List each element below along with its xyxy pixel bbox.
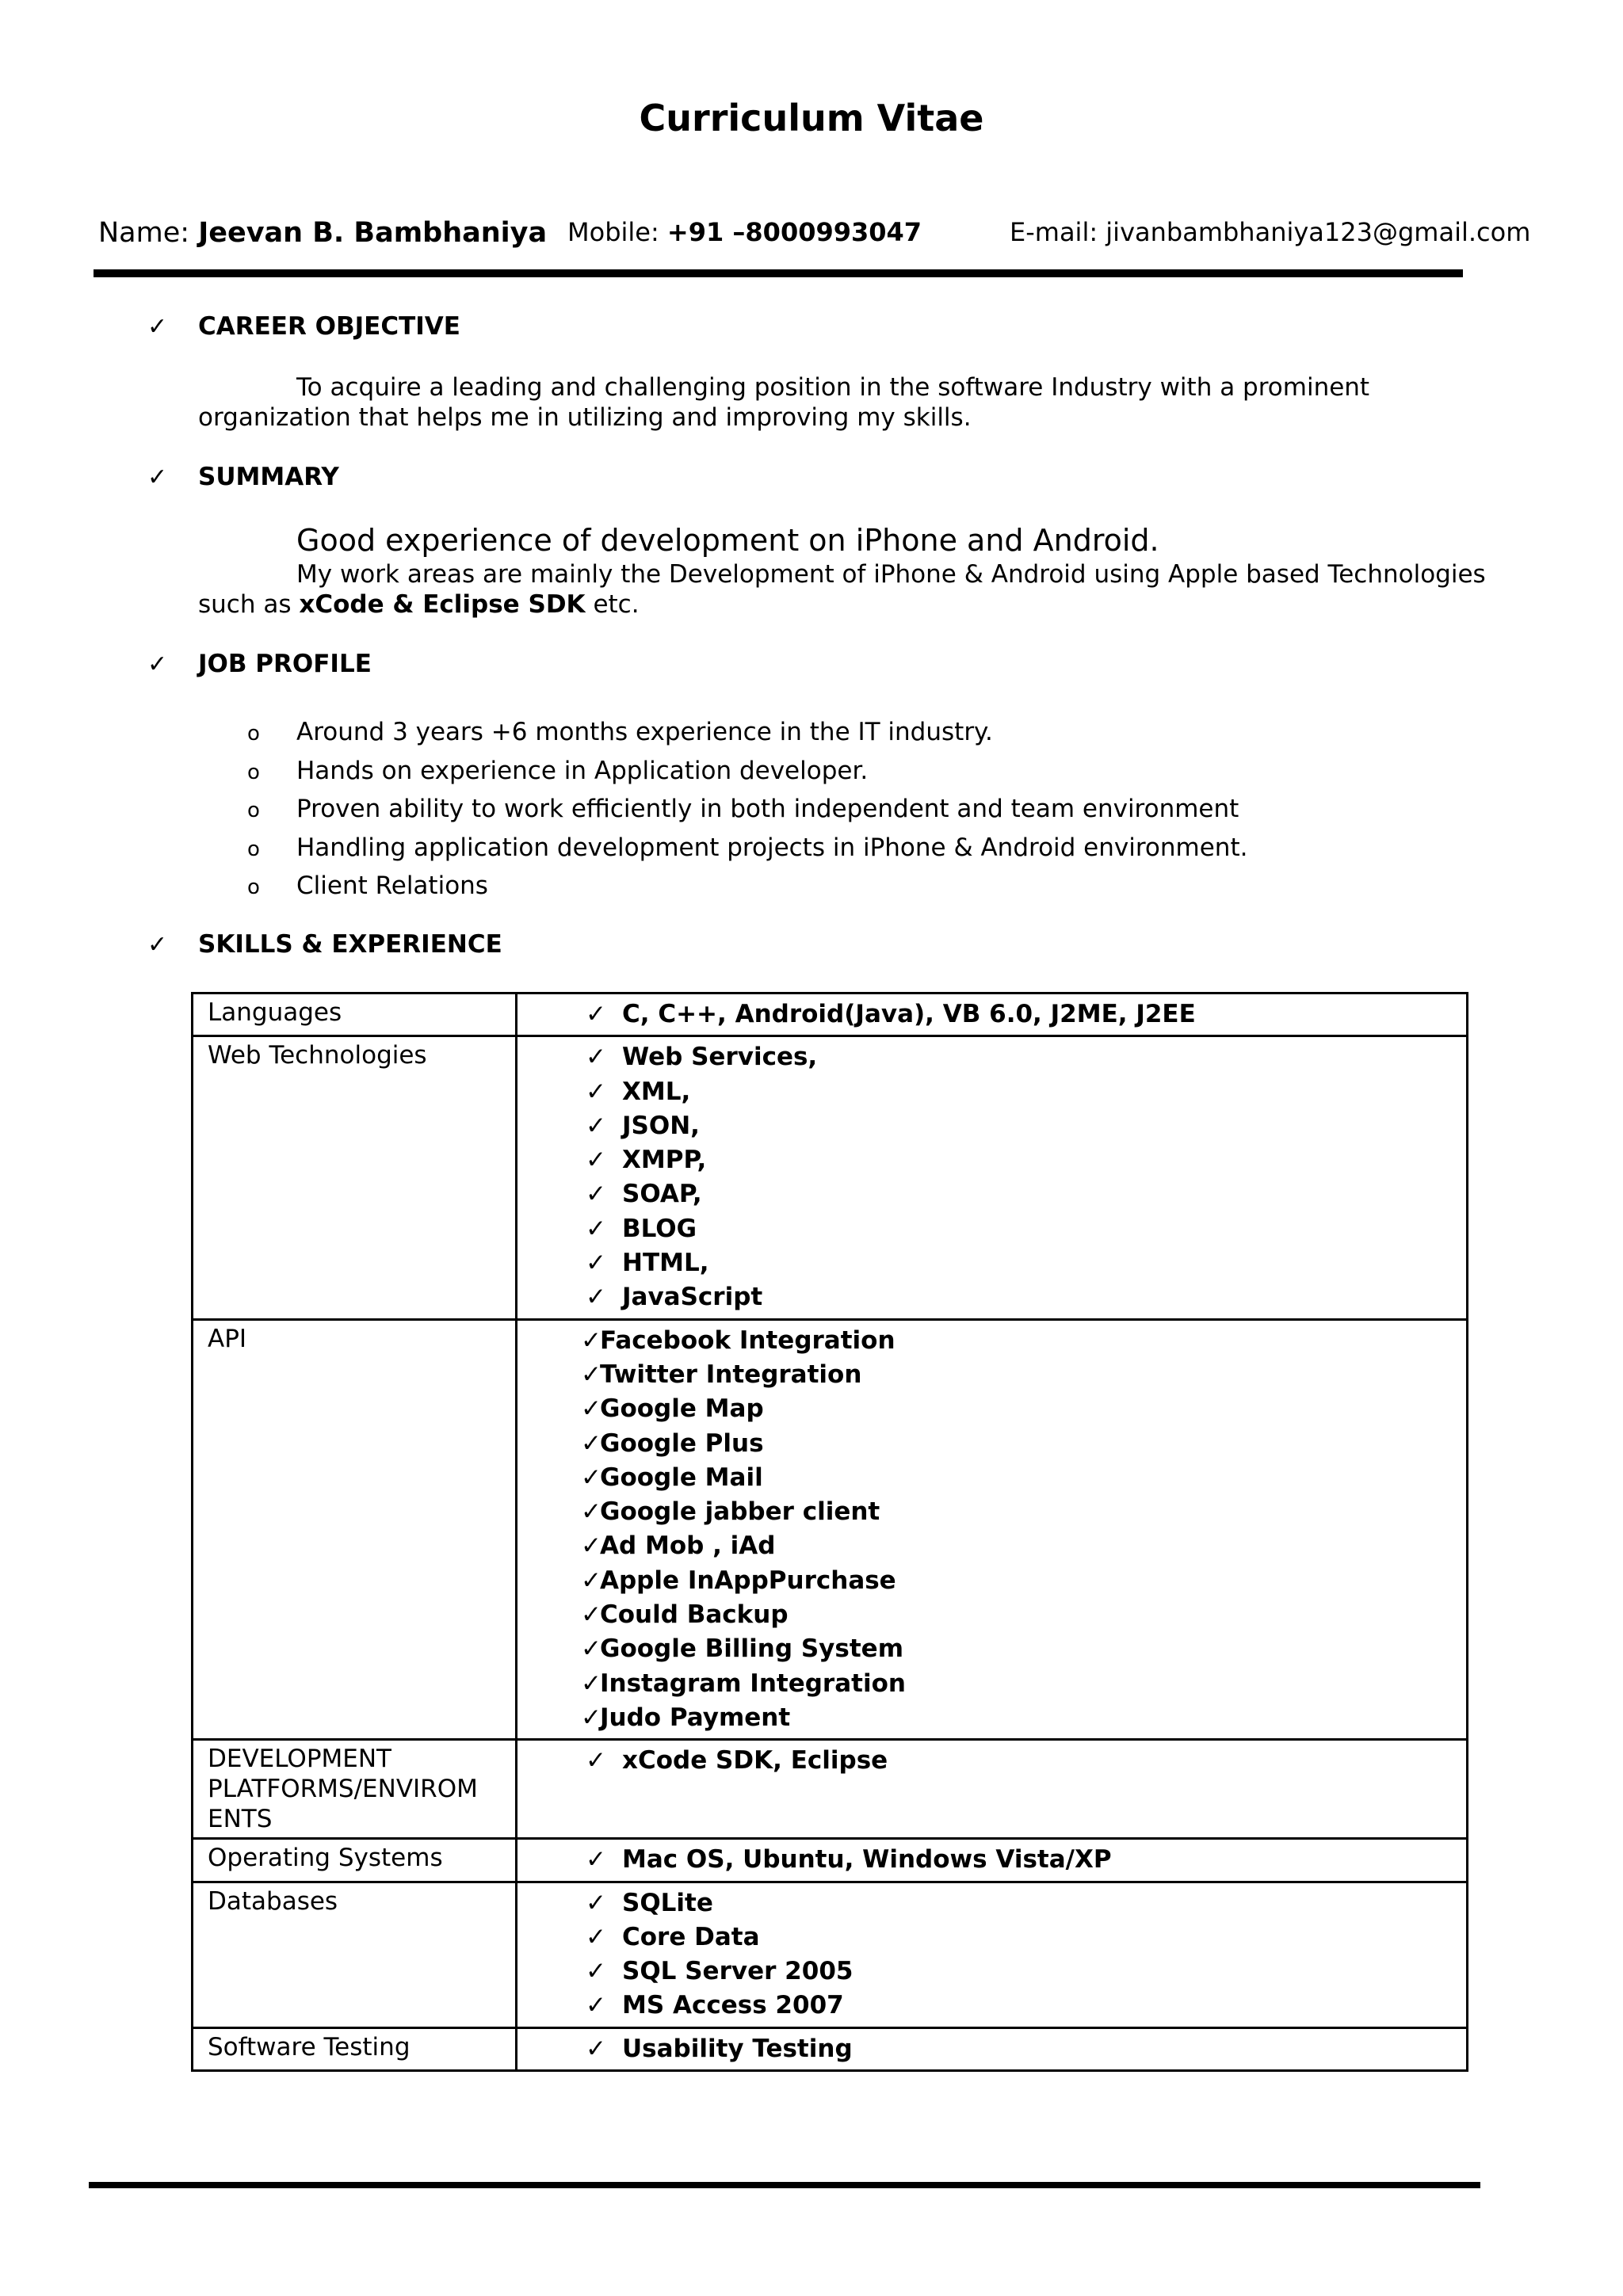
list-item-text: XMPP, [622,1146,707,1175]
job-profile-heading [147,650,372,678]
list-item [581,1632,1452,1666]
job-profile-title: JOB PROFILE [198,650,372,678]
check-icon: ✓ [586,1077,606,1106]
page-title: Curriculum Vitae [639,97,984,139]
skills-title: SKILLS & EXPERIENCE [198,930,502,959]
list-item [586,1212,1452,1246]
list-item [581,1427,1452,1461]
list-item-text: Google Plus [600,1428,764,1458]
skill-category-cell: Operating Systems [193,1839,517,1882]
list-item-text: JSON, [622,1111,700,1140]
list-item [586,1920,1452,1955]
list-item [581,1324,1452,1358]
list-item-text: JavaScript [622,1283,763,1312]
circle-bullet-icon: o [247,760,260,784]
circle-bullet-icon: o [247,837,260,861]
list-item-text: Ad Mob , iAd [600,1531,776,1561]
check-icon: ✓ [586,1283,606,1312]
list-item [586,1989,1452,2023]
email-value[interactable]: jivanbambhaniya123@gmail.com [1106,217,1531,247]
list-item-text: Proven ability to work efficiently in both independent and team environment [296,795,1239,823]
check-icon: ✓ [586,1888,606,1917]
check-icon: ✓ [581,1531,601,1561]
skill-items-cell [517,994,1468,1036]
check-icon: ✓ [581,1703,601,1732]
check-icon: ✓ [581,1360,601,1389]
check-icon: ✓ [586,1180,606,1209]
contact-email [1010,217,1530,247]
list-item [586,1886,1452,1920]
check-icon: ✓ [147,931,168,959]
list-item-text: MS Access 2007 [622,1991,844,2020]
check-icon: ✓ [586,1746,606,1775]
list-item-text: Google Map [600,1394,764,1424]
table-row [193,1839,1468,1882]
summary-text [198,559,1514,620]
check-icon: ✓ [586,1249,606,1278]
career-objective-text [198,372,1514,433]
list-item [247,795,1247,833]
skill-category-cell: Software Testing [193,2027,517,2070]
list-item [247,757,1247,795]
table-row [193,1036,1468,1319]
check-icon: ✓ [581,1463,601,1492]
list-item [581,1598,1452,1632]
list-item [586,1843,1452,1877]
list-item [586,1955,1452,1989]
list-item [586,1280,1452,1314]
skill-items-cell [517,1319,1468,1740]
table-row [193,1740,1468,1839]
check-icon: ✓ [581,1634,601,1664]
skill-category-cell: DEVELOPMENT PLATFORMS/ENVIROM ENTS [193,1740,517,1839]
check-icon: ✓ [586,1146,606,1175]
check-icon: ✓ [147,313,168,341]
check-icon: ✓ [586,1922,606,1951]
check-icon: ✓ [586,1957,606,1986]
list-item-text: Google Mail [600,1463,763,1492]
list-item [581,1461,1452,1495]
list-item-text: XML, [622,1077,691,1106]
contact-mobile [567,217,922,247]
skill-items-cell [517,1839,1468,1882]
skill-category-cell: Languages [193,994,517,1036]
summary-lead: Good experience of development on iPhone and Android. [296,523,1159,558]
list-item [581,1358,1452,1392]
list-item [581,1392,1452,1426]
check-icon: ✓ [581,1394,601,1424]
circle-bullet-icon: o [247,799,260,822]
skill-items-cell [517,1036,1468,1319]
list-item [586,2032,1452,2066]
list-item-text: Mac OS, Ubuntu, Windows Vista/XP [622,1845,1112,1875]
list-item-text: C, C++, Android(Java), VB 6.0, J2ME, J2EE [622,1000,1196,1028]
list-item [586,1040,1452,1074]
list-item-text: Usability Testing [622,2034,853,2063]
table-row [193,1882,1468,2027]
check-icon: ✓ [586,1845,606,1875]
check-icon: ✓ [147,650,168,678]
skills-table [191,992,1468,2072]
skill-items-cell [517,1882,1468,2027]
summary-body-bold: xCode & Eclipse SDK [299,590,586,619]
list-item [586,997,1452,1032]
skills-heading [147,930,502,959]
list-item-text: Google jabber client [600,1497,880,1527]
career-objective-title: CAREER OBJECTIVE [198,312,460,341]
list-item [586,1177,1452,1211]
check-icon: ✓ [581,1566,601,1595]
header-divider [94,269,1463,277]
check-icon: ✓ [586,1111,606,1140]
career-objective-heading [147,312,460,341]
skill-category-cell: Databases [193,1882,517,2027]
table-row [193,2027,1468,2070]
list-item [247,718,1247,757]
skill-items-cell [517,1740,1468,1839]
circle-bullet-icon: o [247,722,260,746]
circle-bullet-icon: o [247,875,260,899]
check-icon: ✓ [586,1043,606,1072]
list-item-text: Instagram Integration [600,1669,906,1698]
check-icon: ✓ [586,1991,606,2020]
job-profile-list [247,718,1247,910]
summary-title: SUMMARY [198,463,339,491]
list-item [581,1529,1452,1563]
list-item [247,871,1247,910]
list-item-text: Twitter Integration [600,1360,862,1389]
check-icon: ✓ [581,1497,601,1527]
career-objective-body: To acquire a leading and challenging position in the software Industry with a prominent organization that helps me in utilizing and improving my skills. [198,373,1370,432]
list-item [586,1246,1452,1280]
contact-name [98,217,547,249]
mobile-value: +91 –8000993047 [666,217,922,247]
list-item-text: SQL Server 2005 [622,1957,854,1986]
list-item-text: Facebook Integration [600,1325,896,1355]
table-row [193,1319,1468,1740]
list-item-text: Around 3 years +6 months experience in the IT industry. [296,718,993,746]
list-item-text: Core Data [622,1922,760,1951]
summary-heading [147,463,339,491]
list-item [581,1667,1452,1701]
check-icon: ✓ [586,1000,606,1028]
email-label: E-mail: [1010,217,1098,247]
list-item-text: xCode SDK, Eclipse [622,1746,888,1775]
list-item [586,1075,1452,1109]
mobile-label: Mobile: [567,217,659,247]
list-item-text: Web Services, [622,1043,818,1072]
check-icon: ✓ [581,1669,601,1698]
check-icon: ✓ [581,1428,601,1458]
list-item-text: BLOG [622,1214,697,1243]
list-item-text: SOAP, [622,1180,702,1209]
footer-divider [89,2182,1480,2188]
name-label: Name: [98,217,190,249]
list-item-text: Could Backup [600,1600,789,1630]
skill-category-cell: API [193,1319,517,1740]
list-item-text: Judo Payment [600,1703,791,1732]
list-item-text: Hands on experience in Application developer. [296,756,869,785]
list-item [586,1143,1452,1177]
list-item [586,1744,1452,1778]
check-icon: ✓ [581,1325,601,1355]
list-item-text: SQLite [622,1888,713,1917]
check-icon: ✓ [581,1600,601,1630]
list-item-text: Google Billing System [600,1634,903,1664]
check-icon: ✓ [586,1214,606,1243]
skill-items-cell [517,2027,1468,2070]
summary-body-start: My work areas are mainly the Development of iPhone & Android using Apple based Technologies such as [198,560,1486,619]
skill-category-cell: Web Technologies [193,1036,517,1319]
check-icon: ✓ [586,2034,606,2063]
list-item [581,1495,1452,1529]
list-item-text: HTML, [622,1249,709,1278]
list-item [247,833,1247,872]
name-value: Jeevan B. Bambhaniya [198,217,548,249]
summary-body-end: etc. [585,590,640,619]
list-item-text: Handling application development projects in iPhone & Android environment. [296,833,1248,862]
list-item [581,1701,1452,1735]
list-item-text: Client Relations [296,871,488,900]
list-item [581,1564,1452,1598]
table-row [193,994,1468,1036]
check-icon: ✓ [147,463,168,491]
list-item-text: Apple InAppPurchase [600,1566,896,1595]
list-item [586,1109,1452,1143]
